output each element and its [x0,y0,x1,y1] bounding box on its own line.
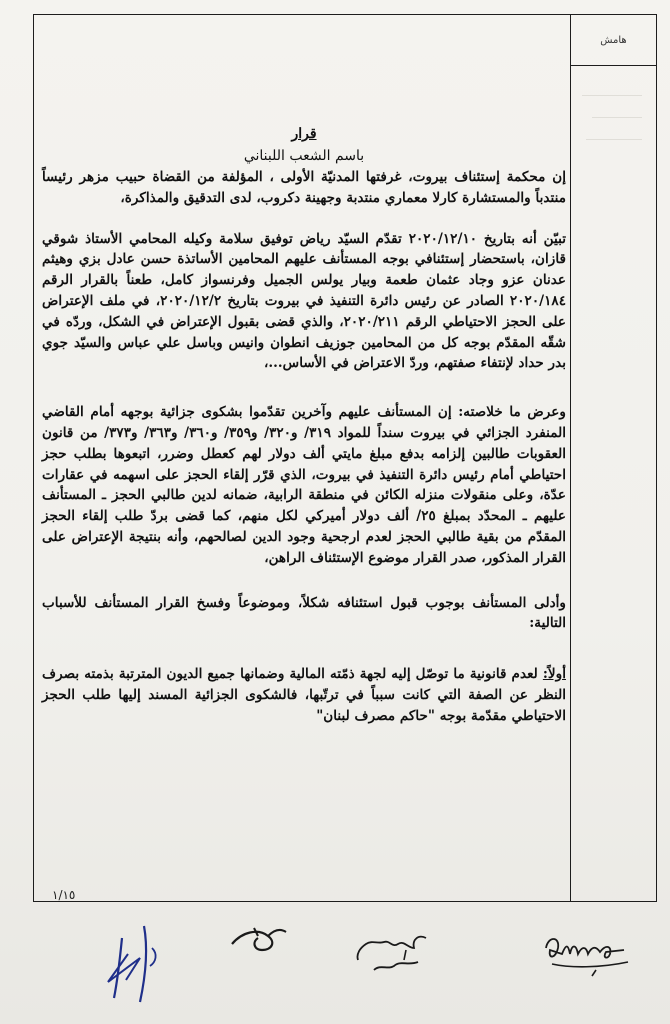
paragraph-summary: وعرض ما خلاصته: إن المستأنف عليهم وآخرين تقدّموا بشكوى جزائية بوجهه أمام القاضي المنفرد الجزائي في بيروت سنداً للمواد ٣١٩/ و٣٢٠/ و٣٥٩/ و٣٦٠/ و٣٦٣/ و٣٧٣/ من قانون العقوبات طالبين إلزامه بدفع مبلغ مايتي ألف دولار لهم كعطل وضرر، اتبعوها بطلب حجز احتياطي أمام رئيس دائرة التنفيذ في بيروت، الذي قرّر إلقاء الحجز على اسهمه في عقارات عدّة، وعلى منقولات منزله الكائن في منطقة الرابية، ضمانه لدين طالبي الحجز ـ المستأنف عليهم ـ المحدّد بمبلغ ٢٥/ ألف دولار أميركي لكل منهم، كما قضى بردّ طلب إلقاء الحجز المقدّم من بقية طالبي الحجز لعدم ارجحية وجود الدين لصالحهم، وأنه بنتيجة الإعتراض على القرار المذكور، صدر القرار موضوع الإستئناف الراهن، [42,404,567,566]
signature-mark-1 [100,918,180,1008]
signature-mark-2 [228,922,290,958]
page-frame [33,14,657,902]
margin-header: هامش [571,15,656,66]
paragraph-appellant-claims: وأدلى المستأنف بوجوب قبول استئنافه شكلاً، وموضوعاً وفسخ القرار المستأنف للأسباب التالية: [42,594,566,632]
signature-mark-4 [540,928,638,978]
intro-paragraph: إن محكمة إستئناف بيروت، غرفتها المدنيّة الأولى ، المؤلفة من القضاة حبيب مزهر رئيساً منتدباً والمستشارة كارلا معماري منتدبة وجهينة دكروب، لدى التدقيق والمذاكرة، [42,169,566,206]
paragraph-facts: تبيّن أنه بتاريخ ٢٠٢٠/١٢/١٠ تقدّم السيّد رياض توفيق سلامة وكيله المحامي الأستاذ شوقي قازان، باستحضار إستئنافي بوجه المستأنف عليهم المحامين الأساتذة حسن عادل بزي وهيثم عدنان عزو وجاد عثمان طعمة وبيار يولس الجميل وفرنسواز كامل، طعناً بالقرار الرقم ٢٠٢٠/١٨٤ الصادر عن رئيس دائرة التنفيذ في بيروت بتاريخ ٢٠٢٠/١٢/٢، في ملف الإعتراض على الحجز الاحتياطي الرقم ٢٠٢٠/٢١١، والذي قضى بقبول الإعتراض في الشكل، وردّه في شقّه المقدّم بوجه كل من المحامين جوزيف انطوان وانيس وباسل علي عباس والسيّد جوي بدر حداد لإنتفاء صفتهم، وردّ الاعتراض في الأساس...، [42,230,567,372]
decision-title: قرار [291,126,317,142]
signature-mark-3 [348,926,432,980]
margin-column [570,15,656,901]
decision-subtitle: باسم الشعب اللبناني [243,148,365,164]
decision-body [42,111,566,727]
page-number: ١/١٥ [52,888,76,902]
paragraph-first-reason [42,664,566,726]
first-reason-label: أولاً: [542,666,566,683]
first-reason-text: لعدم قانونية ما توصّل إليه لجهة ذمّته المالية وضمانها جميع الديون المترتبة بذمته بصرف النظر عن الصفة التي كانت سبباً في ترتّبها، فالشكوى الجزائية المسند إليها طلب الحجز الاحتياطي مقدّمة بوجه "حاكم مصرف لبنان" [42,666,566,724]
